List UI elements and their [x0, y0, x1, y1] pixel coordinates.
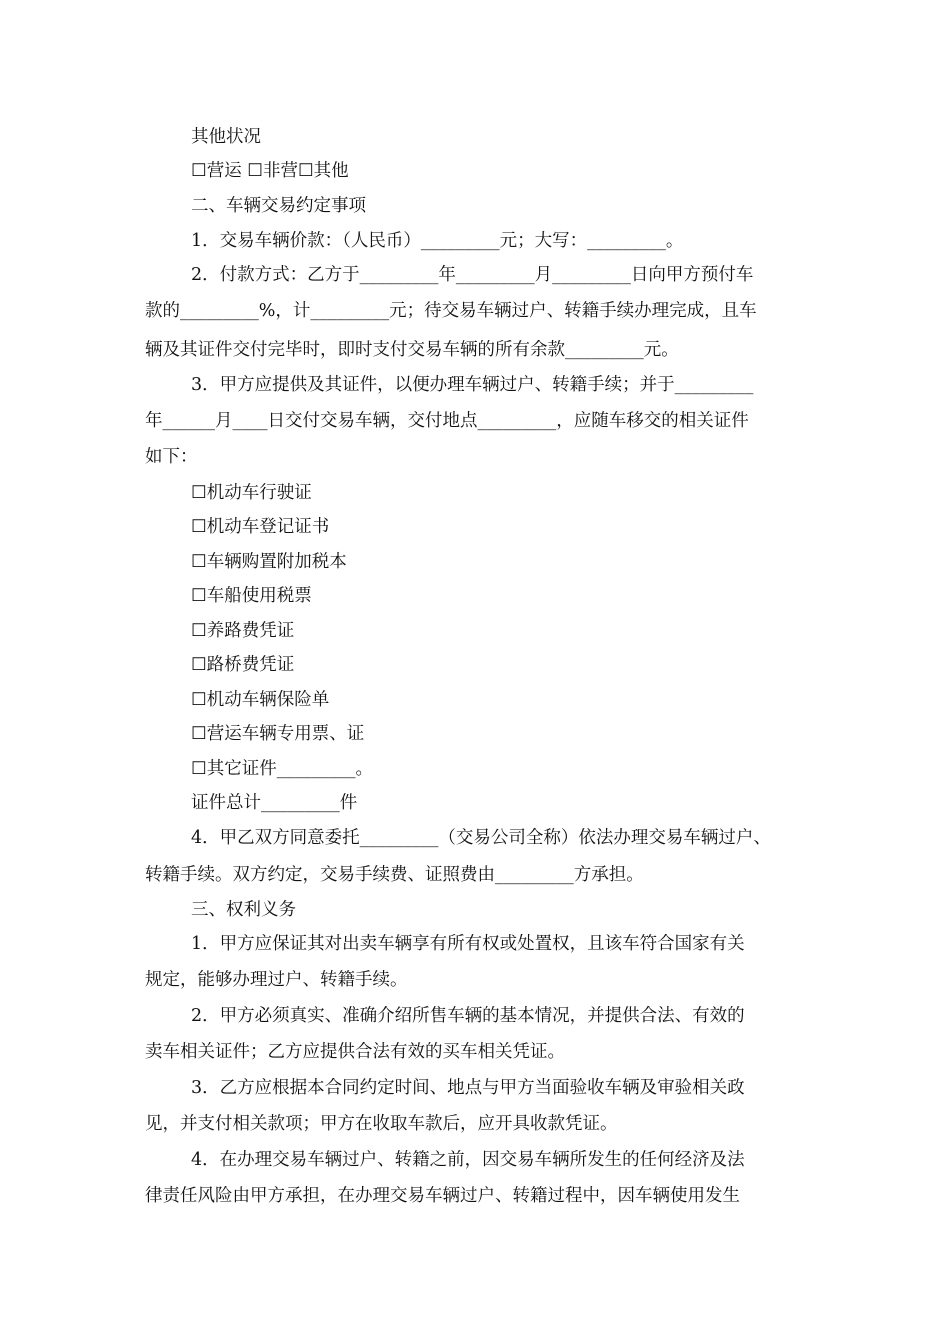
section-heading-3: 三、权利义务 [191, 900, 296, 920]
clause-2-2-line-1: 2．付款方式：乙方于_________年_________月_________日向甲方预付车 [191, 265, 754, 285]
doc-item-driving-license: ☐机动车行驶证 [191, 483, 312, 503]
doc-item-road-fee: ☐养路费凭证 [191, 621, 295, 641]
clause-2-3-line-1: 3．甲方应提供及其证件，以便办理车辆过户、转籍手续；并于_________ [191, 375, 754, 395]
clause-3-4-line-2: 律责任风险由甲方承担，在办理交易车辆过户、转籍过程中，因车辆使用发生 [145, 1186, 740, 1206]
clause-3-2-line-1: 2．甲方必须真实、准确介绍所售车辆的基本情况，并提供合法、有效的 [191, 1006, 745, 1026]
clause-2-3-line-2: 年______月____日交付交易车辆，交付地点_________，应随车移交的相关证件 [145, 411, 749, 431]
clause-3-4-line-1: 4．在办理交易车辆过户、转籍之前，因交易车辆所发生的任何经济及法 [191, 1150, 745, 1170]
clause-3-3-line-2: 见，并支付相关款项；甲方在收取车款后，应开具收款凭证。 [145, 1114, 618, 1134]
clause-3-2-line-2: 卖车相关证件；乙方应提供合法有效的买车相关凭证。 [145, 1042, 565, 1062]
doc-item-operating-ticket: ☐营运车辆专用票、证 [191, 724, 365, 744]
clause-2-4-line-2: 转籍手续。双方约定，交易手续费、证照费由_________方承担。 [145, 865, 644, 885]
clause-2-2-line-3: 辆及其证件交付完毕时，即时支付交易车辆的所有余款_________元。 [145, 340, 679, 360]
clause-2-1: 1．交易车辆价款：（人民币）_________元；大写：_________。 [191, 231, 684, 251]
section-heading-2: 二、车辆交易约定事项 [191, 196, 366, 216]
clause-3-1-line-1: 1．甲方应保证其对出卖车辆享有所有权或处置权，且该车符合国家有关 [191, 934, 745, 954]
doc-total: 证件总计_________件 [191, 793, 358, 813]
doc-item-registration-cert: ☐机动车登记证书 [191, 517, 330, 537]
doc-item-bridge-fee: ☐路桥费凭证 [191, 655, 295, 675]
vehicle-use-checkboxes: ☐营运 ☐非营☐其他 [191, 161, 349, 181]
clause-3-3-line-1: 3．乙方应根据本合同约定时间、地点与甲方当面验收车辆及审验相关政 [191, 1078, 745, 1098]
text-other-status: 其他状况 [191, 127, 261, 147]
clause-2-3-line-3: 如下： [145, 447, 198, 467]
doc-item-other: ☐其它证件_________。 [191, 759, 373, 779]
clause-2-4-line-1: 4．甲乙双方同意委托_________（交易公司全称）依法办理交易车辆过户、 [191, 828, 771, 848]
clause-2-2-line-2: 款的_________%，计_________元；待交易车辆过户、转籍手续办理完成，且车 [145, 301, 757, 321]
doc-item-purchase-tax: ☐车辆购置附加税本 [191, 552, 347, 572]
clause-3-1-line-2: 规定，能够办理过户、转籍手续。 [145, 970, 408, 990]
doc-item-vessel-tax: ☐车船使用税票 [191, 586, 312, 606]
doc-item-insurance: ☐机动车辆保险单 [191, 690, 330, 710]
